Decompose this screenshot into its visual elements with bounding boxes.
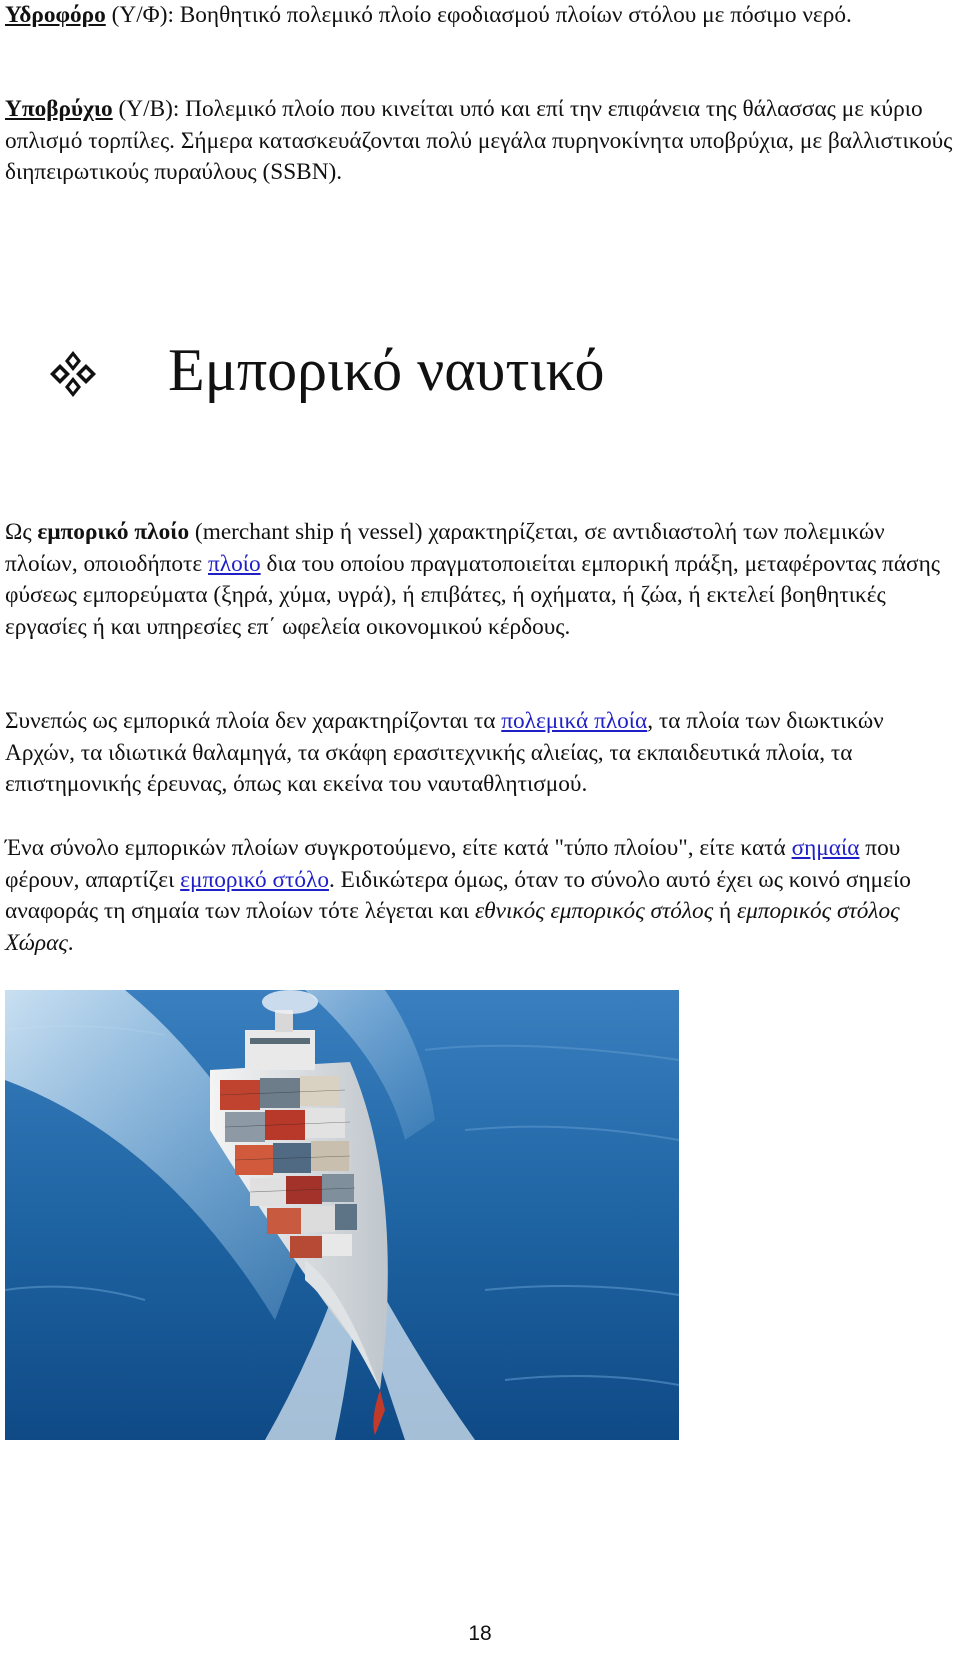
paragraph-merchant-definition: Ως εμπορικό πλοίο (merchant ship ή vessel) χαρακτηρίζεται, σε αντιδιαστολή των πολεμικών πλοίων, οποιοδήποτε πλοίο δια του οποίου πραγματοποιείται εμπορική πράξη, μεταφέροντας πάσης φύσεως εμπορεύματα (ξηρά, χύμα, υγρά), ή επιβάτες, ή οχήματα, ή ζώα, ή εκτελεί βοηθητικές εργασίες ή και υπηρεσίες επ΄ ωφελεία οικονομικού κέρδους.	[5, 519, 940, 640]
section-title: Εμπορικό ναυτικό	[168, 337, 605, 403]
link-ploio[interactable]: πλοίο	[208, 550, 261, 577]
paragraph-exclusions: Συνεπώς ως εμπορικά πλοία δεν χαρακτηρίζονται τα πολεμικά πλοία, τα πλοία των διωκτικών Αρχών, τα ιδιωτικά θαλαμηγά, τα σκάφη ερασιτεχνικής αλιείας, τα εκπαιδευτικά πλοία, τα επιστημονικής έρευνας, όπως και εκείνα του ναυταθλητισμού.	[5, 708, 884, 797]
container-ship-photo	[5, 990, 679, 1440]
bold-term-merchant-ship: εμπορικό πλοίο	[37, 519, 190, 545]
diamond-bullet-icon	[48, 349, 98, 399]
paragraph-hydrophoro: Υδροφόρο (Υ/Φ): Βοηθητικό πολεμικό πλοίο εφοδιασμού πλοίων στόλου με πόσιμο νερό.	[5, 2, 852, 28]
term-submarine: Υποβρύχιο	[5, 96, 113, 122]
link-flag[interactable]: σημαία	[791, 835, 860, 861]
page-number: 18	[468, 1622, 492, 1645]
container-ship-illustration	[5, 990, 679, 1440]
link-warships[interactable]: πολεμικά πλοία	[501, 708, 648, 734]
paragraph-merchant-fleet: Ένα σύνολο εμπορικών πλοίων συγκροτούμενο, είτε κατά "τύπο πλοίου", είτε κατά σημαία που φέρουν, απαρτίζει εμπορικό στόλο. Ειδικώτερα όμως, όταν το σύνολο αυτό έχει ως κοινό σημείο αναφοράς τη σημαία των πλοίων τότε λέγεται και εθνικός εμπορικός στόλος ή εμπορικός στόλος Χώρας.	[5, 835, 911, 956]
section-heading	[48, 315, 948, 425]
paragraph-submarine: Υποβρύχιο (Υ/Β): Πολεμικό πλοίο που κινείται υπό και επί την επιφάνεια της θάλασσας με κύριο οπλισμό τορπίλες. Σήμερα κατασκευάζονται πολύ μεγάλα πυρηνοκίνητα υποβρύχια, με βαλλιστικούς διηπειρωτικούς πυραύλους (SSBN).	[5, 96, 953, 185]
term-hydrophoro: Υδροφόρο	[5, 2, 106, 28]
link-merchant-fleet[interactable]: εμπορικό στόλο	[180, 866, 329, 893]
